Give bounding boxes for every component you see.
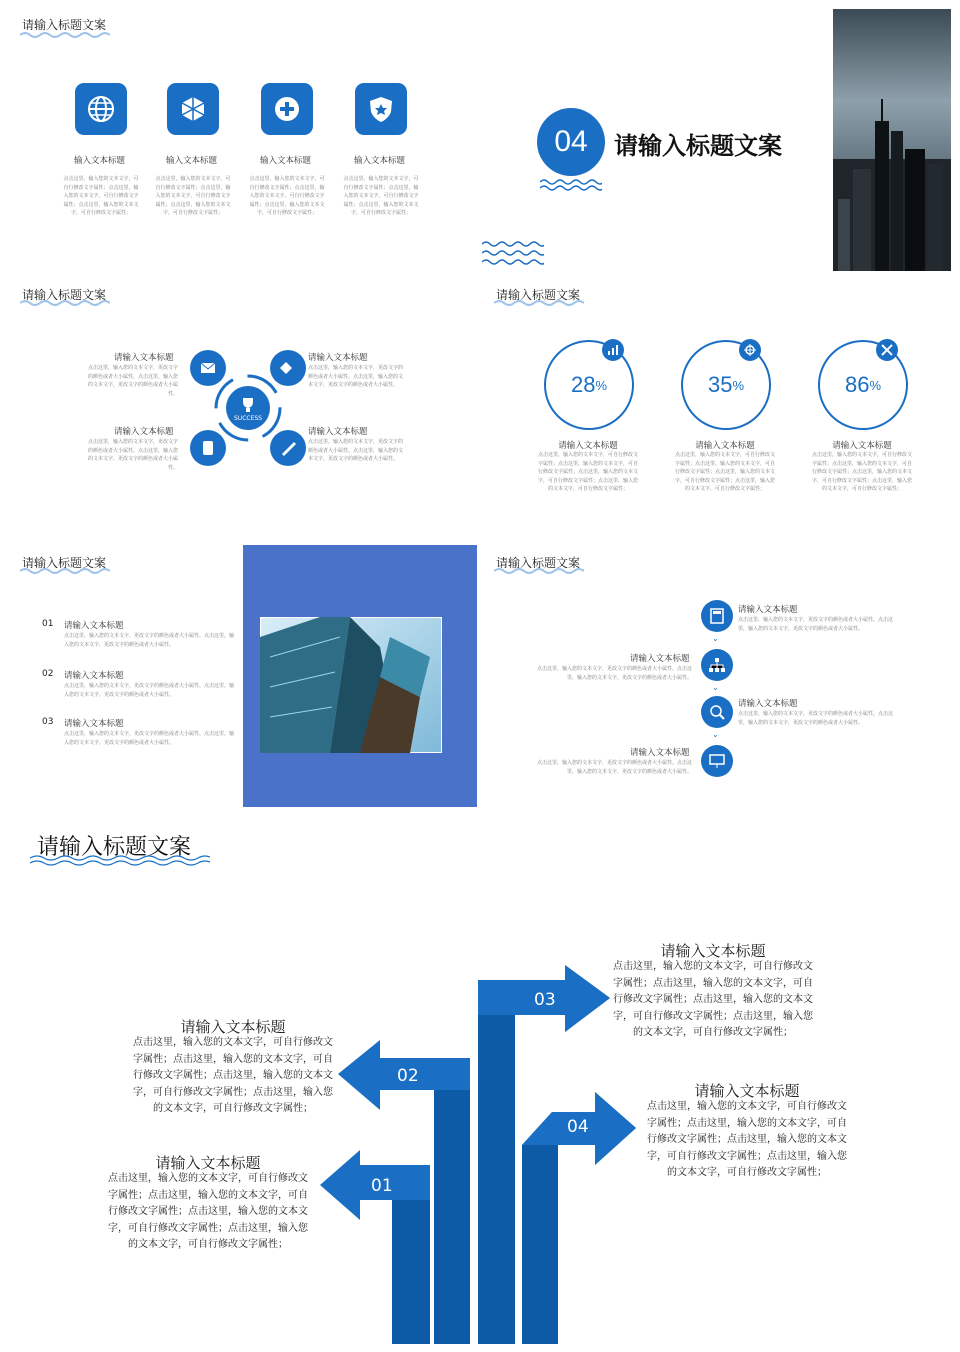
plus-circle-icon <box>272 94 302 124</box>
s5-item-title: 请输入文本标题 <box>64 719 124 729</box>
s1-item-title: 输入文本标题 <box>354 156 406 166</box>
slide7-title: 请输入标题文案 <box>37 835 192 860</box>
s7-item-title: 请输入文本标题 <box>155 1154 261 1172</box>
city-skyline-photo <box>833 9 951 271</box>
s1-item-title: 输入文本标题 <box>260 156 312 166</box>
s3-item-title: 请输入文本标题 <box>308 427 368 437</box>
s1-item-title: 输入文本标题 <box>166 156 218 166</box>
percent-unit: % <box>595 377 608 393</box>
slide4-title: 请输入标题文案 <box>496 288 581 302</box>
s4-item-title: 请输入文本标题 <box>832 441 892 451</box>
s4-item-title: 请输入文本标题 <box>558 441 618 451</box>
section-number-circle <box>537 108 605 176</box>
chevron-down-icon: ⌄ <box>712 634 719 643</box>
s6-item-title: 请输入文本标题 <box>630 748 690 758</box>
s4-item-text: 点击这里，输入您的文本文字，可自行修改文字属性；点击这里，输入您的文本文字，可自行修改文字属性；点击这里，输入您的文本文字，可自行修改文字属性；点击这里，输入您的文本文字，可自行修改文字属性； <box>538 452 639 492</box>
police-badge-icon <box>366 94 396 124</box>
s1-item-text: 点击这里，输入您的文本文字，可自行修改文字属性；点击这里，输入您的文本文字，可自行修改文字属性；点击这里，输入您的文本文字，可自行修改文字属性； <box>155 176 231 216</box>
chevron-down-icon: ⌄ <box>712 683 719 692</box>
s5-item-text: 点击这里，输入您的文本文字，更改文字的颜色或者大小属性。点击这里，输入您的文本文字，更改文字的颜色或者大小属性。 <box>64 683 235 698</box>
slide1-title: 请输入标题文案 <box>22 18 107 32</box>
s3-item-title: 请输入文本标题 <box>308 353 368 363</box>
s3-item-text: 点击这里，输入您的文本文字，更改文字的颜色或者大小属性。点击这里，输入您的文本文字，更改文字的颜色或者大小属性。 <box>87 365 178 397</box>
s5-item-text: 点击这里，输入您的文本文字，更改文字的颜色或者大小属性。点击这里，输入您的文本文字，更改文字的颜色或者大小属性。 <box>64 633 235 648</box>
percent-value: 35 <box>707 372 733 397</box>
wave-decoration <box>540 178 602 192</box>
success-cycle-diagram <box>190 350 306 466</box>
percent-unit: % <box>869 377 882 393</box>
s6-item-title: 请输入文本标题 <box>738 699 798 709</box>
s1-item-text: 点击这里，输入您的文本文字，可自行修改文字属性；点击这里，输入您的文本文字，可自行修改文字属性；点击这里，输入您的文本文字，可自行修改文字属性； <box>343 176 419 216</box>
title-wave-decoration <box>20 299 110 307</box>
arrow-number: 01 <box>371 1176 393 1196</box>
title-wave-decoration <box>30 854 210 866</box>
s4-item-text: 点击这里，输入您的文本文字，可自行修改文字属性；点击这里，输入您的文本文字，可自行修改文字属性；点击这里，输入您的文本文字，可自行修改文字属性；点击这里，输入您的文本文字，可自行修改文字属性； <box>675 452 776 492</box>
globe-icon-box <box>75 83 127 135</box>
chart-icon <box>602 339 624 361</box>
slide6-title: 请输入标题文案 <box>496 556 581 570</box>
search-chart-icon <box>701 696 733 728</box>
s3-item-text: 点击这里，输入您的文本文字，更改文字的颜色或者大小属性。点击这里，输入您的文本文字，更改文字的颜色或者大小属性。 <box>308 439 404 462</box>
s6-item-text: 点击这里，输入您的文本文字，更改文字的颜色或者大小属性。点击这里，输入您的文本文字，更改文字的颜色或者大小属性。 <box>738 617 894 632</box>
s5-item-text: 点击这里，输入您的文本文字，更改文字的颜色或者大小属性。点击这里，输入您的文本文字，更改文字的颜色或者大小属性。 <box>64 731 235 746</box>
s3-item-text: 点击这里，输入您的文本文字，更改文字的颜色或者大小属性。点击这里，输入您的文本文字，更改文字的颜色或者大小属性。 <box>308 365 404 388</box>
percent-unit: % <box>732 377 745 393</box>
s5-item-title: 请输入文本标题 <box>64 671 124 681</box>
title-wave-decoration <box>494 299 584 307</box>
title-wave-decoration <box>20 31 110 39</box>
s3-item-title: 请输入文本标题 <box>114 427 174 437</box>
globe-icon <box>86 94 116 124</box>
org-chart-icon <box>701 649 733 681</box>
s3-item-text: 点击这里，输入您的文本文字，更改文字的颜色或者大小属性。点击这里，输入您的文本文字，更改文字的颜色或者大小属性。 <box>87 439 178 471</box>
aperture-icon <box>178 94 208 124</box>
s5-item-title: 请输入文本标题 <box>64 621 124 631</box>
s7-item-text: 点击这里，输入您的文本文字，可自行修改文字属性；点击这里，输入您的文本文字，可自行修改文字属性；点击这里，输入您的文本文字，可自行修改文字属性；点击这里，输入您的文本文字，可自行修改文字属性； <box>647 1101 847 1178</box>
s1-item-title: 输入文本标题 <box>74 156 126 166</box>
slide5-title: 请输入标题文案 <box>22 556 107 570</box>
target-icon <box>739 339 761 361</box>
s7-item-text: 点击这里，输入您的文本文字，可自行修改文字属性；点击这里，输入您的文本文字，可自行修改文字属性；点击这里，输入您的文本文字，可自行修改文字属性；点击这里，输入您的文本文字，可自行修改文字属性； <box>613 961 813 1038</box>
s1-item-text: 点击这里，输入您的文本文字，可自行修改文字属性；点击这里，输入您的文本文字，可自行修改文字属性；点击这里，输入您的文本文字，可自行修改文字属性； <box>63 176 139 216</box>
s7-item-title: 请输入文本标题 <box>694 1082 800 1100</box>
badge-icon-box <box>355 83 407 135</box>
wave-decoration-large <box>482 239 544 267</box>
presentation-icon <box>701 745 733 777</box>
s7-item-text: 点击这里，输入您的文本文字，可自行修改文字属性；点击这里，输入您的文本文字，可自行修改文字属性；点击这里，输入您的文本文字，可自行修改文字属性；点击这里，输入您的文本文字，可自行修改文字属性； <box>108 1173 308 1250</box>
s5-number: 03 <box>42 717 54 727</box>
s6-item-text: 点击这里，输入您的文本文字，更改文字的颜色或者大小属性。点击这里，输入您的文本文字，更改文字的颜色或者大小属性。 <box>536 760 692 775</box>
arrow-number: 03 <box>534 990 556 1010</box>
calculator-icon <box>701 600 733 632</box>
section-title: 请输入标题文案 <box>614 132 782 160</box>
s7-item-title: 请输入文本标题 <box>180 1018 286 1036</box>
s7-item-title: 请输入文本标题 <box>660 942 766 960</box>
s5-number: 02 <box>42 669 54 679</box>
arrow-number: 02 <box>397 1066 419 1086</box>
s6-item-text: 点击这里，输入您的文本文字，更改文字的颜色或者大小属性。点击这里，输入您的文本文字，更改文字的颜色或者大小属性。 <box>738 711 894 726</box>
title-wave-decoration <box>20 567 110 575</box>
section-number: 04 <box>554 125 588 158</box>
arrow-number: 04 <box>567 1117 589 1137</box>
success-label: SUCCESS <box>234 415 262 422</box>
chevron-down-icon: ⌄ <box>712 730 719 739</box>
growth-arrows-diagram <box>320 960 640 1344</box>
s7-item-text: 点击这里，输入您的文本文字，可自行修改文字属性；点击这里，输入您的文本文字，可自行修改文字属性；点击这里，输入您的文本文字，可自行修改文字属性；点击这里，输入您的文本文字，可自行修改文字属性； <box>133 1037 333 1114</box>
s4-item-text: 点击这里，输入您的文本文字，可自行修改文字属性；点击这里，输入您的文本文字，可自行修改文字属性；点击这里，输入您的文本文字，可自行修改文字属性；点击这里，输入您的文本文字，可自行修改文字属性； <box>812 452 913 492</box>
aperture-icon-box <box>167 83 219 135</box>
s6-item-title: 请输入文本标题 <box>738 605 798 615</box>
s6-item-text: 点击这里，输入您的文本文字，更改文字的颜色或者大小属性。点击这里，输入您的文本文字，更改文字的颜色或者大小属性。 <box>536 666 692 681</box>
plus-icon-box <box>261 83 313 135</box>
glass-building-photo <box>260 617 442 753</box>
s3-item-title: 请输入文本标题 <box>114 353 174 363</box>
slide3-title: 请输入标题文案 <box>22 288 107 302</box>
title-wave-decoration <box>494 567 584 575</box>
s1-item-text: 点击这里，输入您的文本文字，可自行修改文字属性；点击这里，输入您的文本文字，可自行修改文字属性；点击这里，输入您的文本文字，可自行修改文字属性； <box>249 176 325 216</box>
s6-item-title: 请输入文本标题 <box>630 654 690 664</box>
s4-item-title: 请输入文本标题 <box>695 441 755 451</box>
s5-number: 01 <box>42 619 54 629</box>
percent-value: 28 <box>570 372 596 397</box>
percent-value: 86 <box>844 372 870 397</box>
tools-icon <box>876 339 898 361</box>
